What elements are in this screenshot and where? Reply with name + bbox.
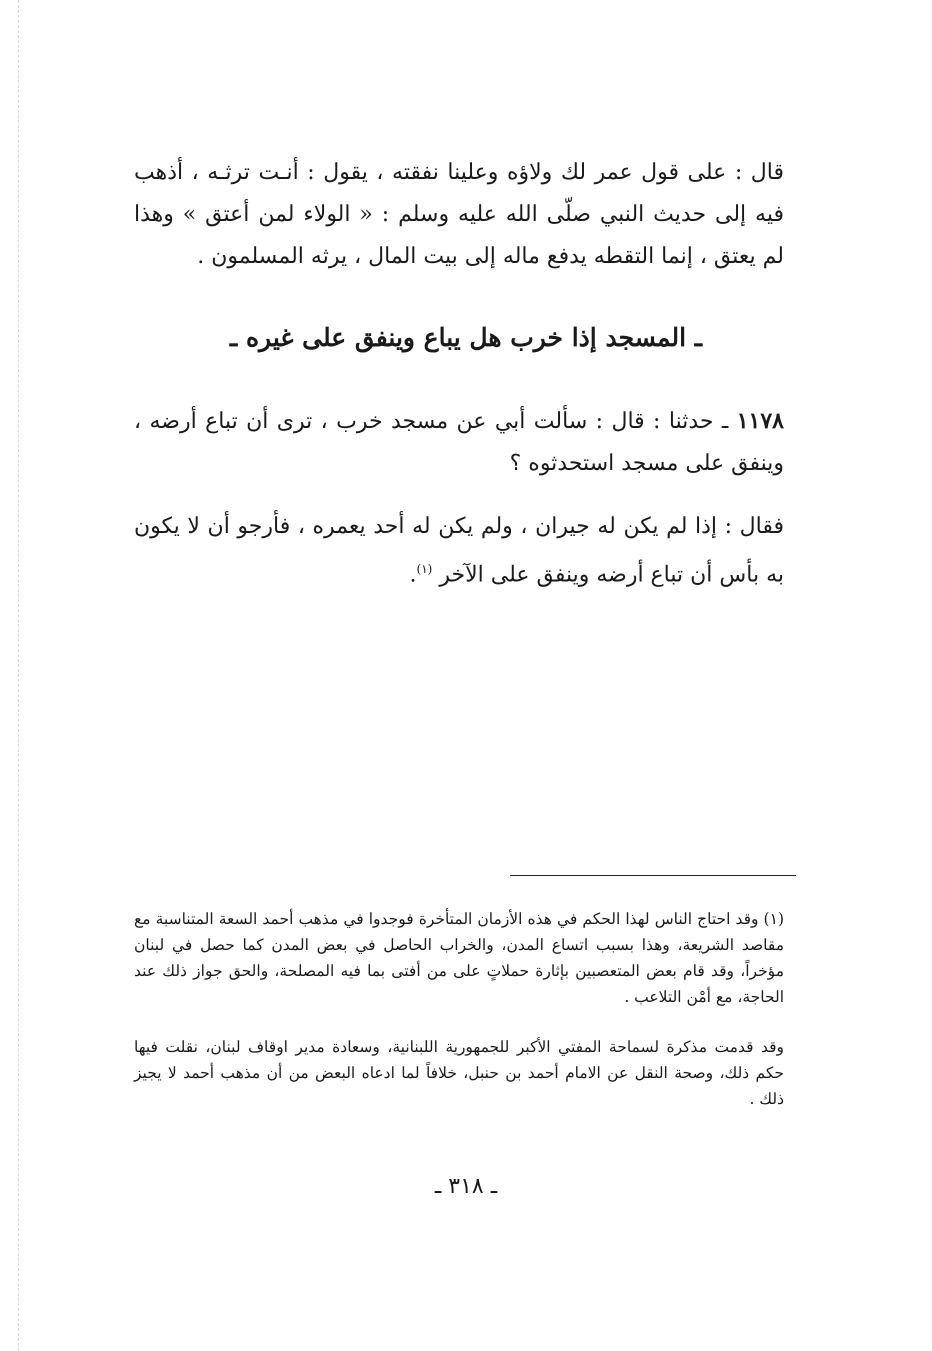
paragraph-1178-text: ـ حدثنا : قال : سألت أبي عن مسجد خرب ، ترى أن تباع أرضه ، وينفق على مسجد استحدثوه ؟ [134, 409, 784, 476]
paragraph-1178 [134, 400, 784, 485]
paragraph-faqala [134, 506, 784, 596]
scan-edge-line [18, 0, 19, 1351]
hadith-number: ١١٧٨ [736, 408, 784, 434]
paragraph-qala-umar: قال : على قول عمر لك ولاؤه وعلينا نفقته ، يقول : أنـت ترثـه ، أذهب فيه إلى حديث النبي صلّى الله عليه وسلم : « الولاء لمن أعتق » وهذا لم يعتق ، إنما التقطه يدفع ماله إلى بيت المال ، يرثه المسلمون . [134, 160, 784, 269]
paragraph-faqala-text: فقال : إذا لم يكن له جيران ، ولم يكن له أحد يعمره ، فأرجو أن لا يكون به بأس أن تباع أرضه وينفق على الآخر [134, 514, 784, 588]
page-number: ـ ٣١٨ ـ [434, 1174, 498, 1199]
footnote-2: وقد قدمت مذكرة لسماحة المفتي الأكبر للجمهورية اللبنانية، وسعادة مدير اوقاف لبنان، نقلت فيها حكم ذلك، وصحة النقل عن الامام أحمد بن حنبل، خلافاً لما ادعاه البعض من أن مذهب أحمد لا يجيز ذلك . [134, 1038, 784, 1108]
footnote-1: (١) وقد احتاج الناس لهذا الحكم في هذه الأزمان المتأخرة فوجدوا في مذهب أحمد السعة المتناسبة مع مقاصد الشريعة، وهذا بسبب اتساع المدن، والخراب الحاصل في بعض المدن كما حصل في لبنان مؤخراً، وقد قام بعض المتعصبين بإثارة حملاتٍ على من أفتى بما فيه المصلحة، والحق جواز ذلك عند الحاجة، مع أمْن التلاعب . [134, 910, 784, 1006]
footnote-divider [510, 875, 796, 876]
footnote-reference: (١) [416, 562, 433, 576]
paragraph-faqala-end: . [409, 562, 417, 588]
section-heading: ـ المسجد إذا خرب هل يباع وينفق على غيره ـ [229, 323, 703, 352]
